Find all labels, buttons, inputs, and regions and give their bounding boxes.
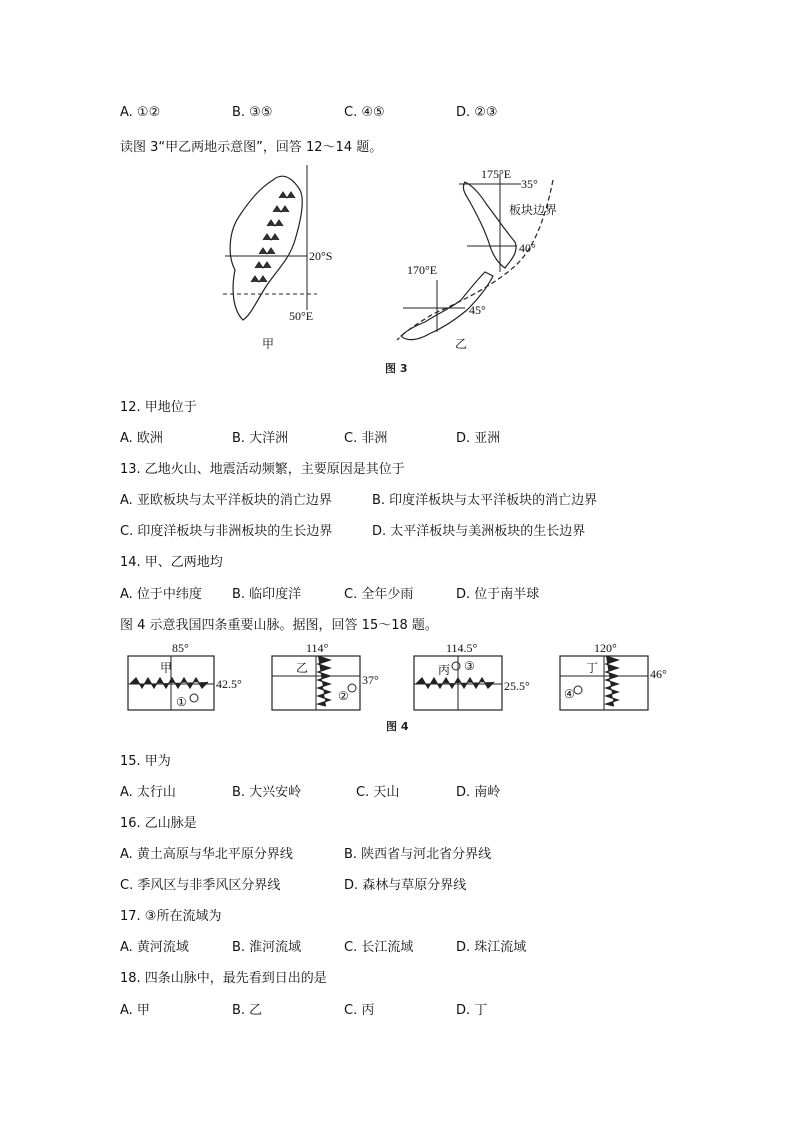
- jia-lon-label: 50°E: [289, 309, 314, 323]
- panel-jia-lon: 85°: [172, 641, 189, 655]
- q13-option-d: D. 太平洋板块与美洲板块的生长边界: [372, 524, 586, 539]
- q18-option-c: C. 丙: [344, 1003, 375, 1018]
- q11-option-d: D. ②③: [456, 105, 498, 120]
- panel-ding-name: 丁: [586, 661, 599, 675]
- panel-ding-mark: ④: [564, 687, 575, 701]
- q13-option-a: A. 亚欧板块与太平洋板块的消亡边界: [120, 493, 332, 508]
- q12-option-b: B. 大洋洲: [232, 431, 289, 446]
- q12-option-a: A. 欧洲: [120, 431, 163, 446]
- q14-stem: 14. 甲、乙两地均: [120, 555, 223, 570]
- q16-stem: 16. 乙山脉是: [120, 816, 197, 831]
- jia-mountain-symbols: [251, 192, 295, 282]
- yi-lon1-label: 175°E: [481, 167, 512, 181]
- q18-option-d: D. 丁: [456, 1003, 488, 1018]
- panel-ding: [560, 641, 667, 710]
- yi-boundary-label: 板块边界: [509, 203, 558, 217]
- panel-ding-lat: 46°: [650, 667, 667, 681]
- panel-jia-mark: ①: [176, 695, 187, 709]
- q17-option-c: C. 长江流域: [344, 940, 414, 955]
- q15-stem: 15. 甲为: [120, 754, 171, 769]
- q15-option-a: A. 太行山: [120, 785, 176, 800]
- q12-option-c: C. 非洲: [344, 431, 388, 446]
- q13-option-b: B. 印度洋板块与太平洋板块的消亡边界: [372, 493, 598, 508]
- q15-option-b: B. 大兴安岭: [232, 785, 302, 800]
- panel-bing-name: 丙: [438, 663, 451, 677]
- figure-3-caption: 图 3: [385, 362, 408, 375]
- panel-bing: [414, 641, 530, 710]
- q11-option-b: B. ③⑤: [232, 105, 273, 120]
- yi-lat3-label: 45°: [469, 303, 486, 317]
- yi-name: 乙: [455, 337, 468, 351]
- q17-option-b: B. 淮河流域: [232, 940, 302, 955]
- figure-4-panels: [120, 638, 680, 738]
- panel-yi-lat: 37°: [362, 673, 379, 687]
- q15-option-d: D. 南岭: [456, 785, 501, 800]
- q14-option-a: A. 位于中纬度: [120, 587, 202, 602]
- panel-jia-name: 甲: [160, 661, 173, 675]
- q14-option-b: B. 临印度洋: [232, 587, 302, 602]
- q17-option-d: D. 珠江流域: [456, 940, 527, 955]
- q18-stem: 18. 四条山脉中，最先看到日出的是: [120, 971, 327, 986]
- panel-jia: [128, 641, 242, 710]
- intro-q15-18: 图 4 示意我国四条重要山脉。据图，回答 15～18 题。: [120, 618, 438, 633]
- panel-jia-lat: 42.5°: [216, 677, 242, 691]
- panel-yi: [272, 641, 379, 710]
- intro-q12-14: 读图 3“甲乙两地示意图”，回答 12～14 题。: [120, 140, 383, 155]
- q16-option-c: C. 季风区与非季风区分界线: [120, 878, 281, 893]
- panel-yi-lon: 114°: [306, 641, 329, 655]
- q16-option-a: A. 黄土高原与华北平原分界线: [120, 847, 293, 862]
- q16-option-d: D. 森林与草原分界线: [344, 878, 467, 893]
- panel-bing-mark: ③: [464, 659, 475, 673]
- q16-option-b: B. 陕西省与河北省分界线: [344, 847, 492, 862]
- q12-option-d: D. 亚洲: [456, 431, 501, 446]
- panel-bing-lat: 25.5°: [504, 679, 530, 693]
- q11-option-a: A. ①②: [120, 105, 161, 120]
- panel-ding-lon: 120°: [594, 641, 617, 655]
- jia-name: 甲: [262, 337, 275, 351]
- panel-yi-name: 乙: [296, 661, 309, 675]
- q18-option-b: B. 乙: [232, 1003, 263, 1018]
- figure-4-caption: 图 4: [386, 720, 409, 733]
- q12-stem: 12. 甲地位于: [120, 400, 197, 415]
- jia-lat-label: 20°S: [309, 249, 333, 263]
- q14-option-d: D. 位于南半球: [456, 587, 540, 602]
- q13-option-c: C. 印度洋板块与非洲板块的生长边界: [120, 524, 333, 539]
- figure-3-map: [215, 160, 595, 380]
- q13-stem: 13. 乙地火山、地震活动频繁，主要原因是其位于: [120, 462, 405, 477]
- panel-bing-lon: 114.5°: [446, 641, 478, 655]
- yi-lat2-label: 40°: [519, 241, 536, 255]
- q15-option-c: C. 天山: [356, 785, 400, 800]
- panel-yi-mark: ②: [338, 689, 349, 703]
- q17-option-a: A. 黄河流域: [120, 940, 189, 955]
- q17-stem: 17. ③所在流域为: [120, 909, 222, 924]
- q18-option-a: A. 甲: [120, 1003, 150, 1018]
- yi-lat1-label: 35°: [521, 177, 538, 191]
- q14-option-c: C. 全年少雨: [344, 587, 414, 602]
- yi-lon2-label: 170°E: [407, 263, 438, 277]
- yi-north-island: [463, 182, 516, 268]
- q11-option-c: C. ④⑤: [344, 105, 385, 120]
